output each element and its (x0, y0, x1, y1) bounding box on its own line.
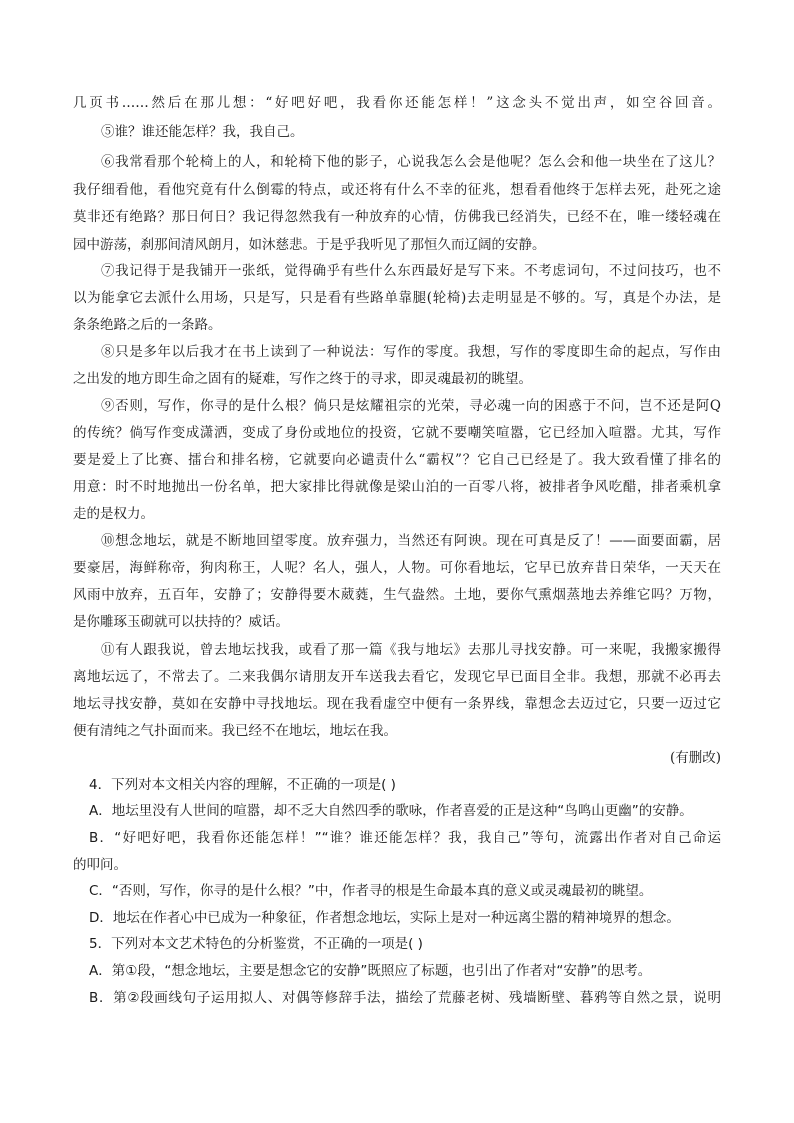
passage-line: 条条绝路之后的一条路。 (73, 317, 222, 333)
question-5-option-b: B．第②段画线句子运用拟人、对偶等修辞手法，描绘了荒藤老树、残墙断壁、暮鸦等自然之景，说明 (89, 990, 721, 1006)
passage-line: ⑪有人跟我说，曾去地坛找我，或看了那一篇《我与地坛》去那儿寻找安静。可一来呢，我搬家搬得 (101, 642, 721, 658)
passage-line: 地坛寻找安静，莫如在安静中寻找地坛。现在我看虚空中便有一条界线，靠想念去迈过它，只要一迈过它 (73, 696, 721, 712)
passage-line: 莫非还有绝路？那日何日？我记得忽然我有一种放弃的心情，仿佛我已经消失，已经不在，唯一缕轻魂在 (73, 209, 721, 225)
passage-line: ⑨否则，写作，你寻的是什么根？倘只是炫耀祖宗的光荣，寻必魂一向的困惑于不问，岂不还是阿Q (101, 398, 721, 414)
question-4-option-b: B．“好吧好吧，我看你还能怎样！”“谁？谁还能怎样？我，我自己”等句，流露出作者对自己命运 (89, 830, 721, 846)
question-4-option-b-continued: 的叩问。 (73, 857, 127, 873)
passage-line: 要豪居，海鲜称帝，狗肉称王，人呢？名人，强人，人物。可你看地坛，它早已放弃昔日荣华，一天天在 (73, 560, 721, 576)
passage-line: ⑧只是多年以后我才在书上读到了一种说法：写作的零度。我想，写作的零度即生命的起点，写作由 (101, 344, 721, 360)
passage-line: ⑥我常看那个轮椅上的人，和轮椅下他的影子，心说我怎么会是他呢？怎么会和他一块坐在了这儿？ (101, 154, 721, 170)
passage-line: ⑤谁？谁还能怎样？我，我自己。 (101, 124, 304, 140)
passage-line: 几页书……然后在那儿想：“好吧好吧，我看你还能怎样！”这念头不觉出声，如空谷回音。 (73, 95, 721, 111)
passage-line: ⑩想念地坛，就是不断地回望零度。放弃强力，当然还有阿谀。现在可真是反了！——面要面霸，居 (101, 533, 721, 549)
passage-line: 风雨中放弃，五百年，安静了；安静得要木葳蕤，生气盎然。土地，要你气熏烟蒸地去养维它吗？万物， (73, 587, 721, 603)
passage-line: 是你雕琢玉砌就可以扶持的？威话。 (73, 614, 289, 630)
passage-line: 我仔细看他，看他究竟有什么倒霉的特点，或还将有什么不幸的征兆，想看看他终于怎样去死，赴死之途 (73, 182, 721, 198)
passage-line: 离地坛远了，不常去了。二来我偶尔请朋友开车送我去看它，发现它早已面目全非。我想，那就不必再去 (73, 669, 721, 685)
question-4-option-c: C．“否则，写作，你寻的是什么根？”中，作者寻的根是生命最本真的意义或灵魂最初的眺望。 (89, 883, 653, 899)
question-4-option-a: A．地坛里没有人世间的喧嚣，却不乏大自然四季的歌咏，作者喜爱的正是这种“鸟鸣山更幽”的安静。 (89, 803, 693, 819)
passage-line: 之出发的地方即生命之固有的疑难，写作之终于的寻求，即灵魂最初的眺望。 (73, 371, 532, 387)
passage-line: 走的是权力。 (73, 506, 154, 522)
question-5-option-a: A．第①段，“想念地坛，主要是想念它的安静”既照应了标题，也引出了作者对“安静”的思考。 (89, 963, 652, 979)
question-5: 5．下列对本文艺术特色的分析鉴赏，不正确的一项是( ) (89, 936, 423, 952)
passage-line: ⑦我记得于是我铺开一张纸，觉得确乎有些什么东西最好是写下来。不考虑词句，不过问技巧，也不 (101, 263, 721, 279)
passage-line: 以为能拿它去派什么用场，只是写，只是看有些路单靠腿(轮椅)去走明显是不够的。写，真是个办法，是 (73, 290, 721, 306)
question-4: 4．下列对本文相关内容的理解，不正确的一项是( ) (89, 777, 396, 793)
passage-line: 园中游荡，刹那间清风朗月，如沐慈悲。于是乎我听见了那恒久而辽阔的安静。 (73, 237, 546, 253)
question-4-option-d: D．地坛在作者心中已成为一种象征，作者想念地坛，实际上是对一种远离尘嚣的精神境界的想念。 (89, 910, 680, 926)
passage-line: 便有清纯之气扑面而来。我已经不在地坛，地坛在我。 (73, 723, 397, 739)
passage-line: 要是爱上了比赛、擂台和排名榜，它就要向必谴责什么“霸权”？它自己已经是了。我大致看懂了排名的 (73, 452, 721, 468)
passage-line: 用意：时不时地抛出一份名单，把大家排比得就像是梁山泊的一百零八将，被排者争风吃醋，排者乘机拿 (73, 479, 721, 495)
passage-line: 的传统？倘写作变成潇洒，变成了身份或地位的投资，它就不要嘲笑喧嚣，它已经加入喧嚣。尤其，写作 (73, 425, 721, 441)
source-note: (有删改) (669, 750, 721, 766)
